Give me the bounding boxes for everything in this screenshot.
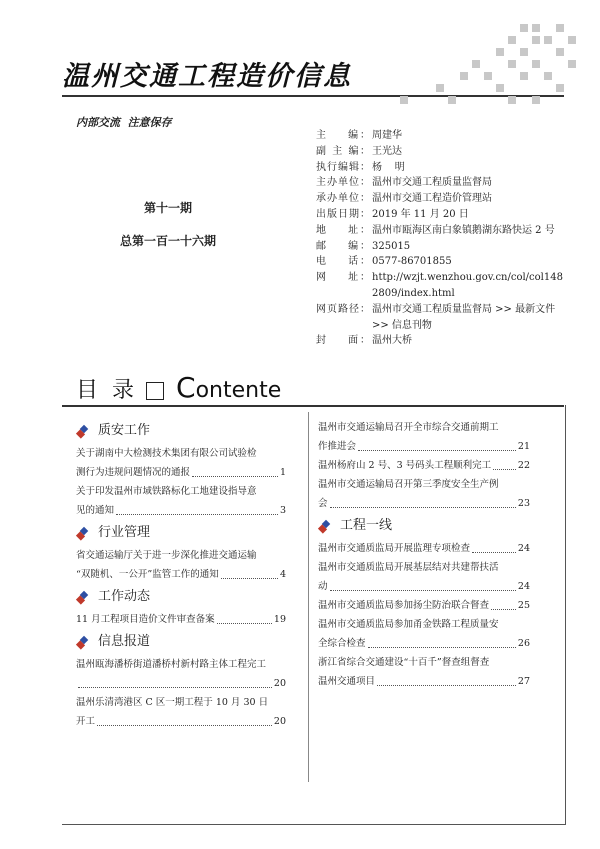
section-bullet-icon [76, 591, 90, 603]
masthead-key: 邮 编： [316, 240, 370, 252]
entry-page: 27 [517, 676, 530, 687]
entry-line [76, 501, 286, 520]
leader-dots [493, 456, 516, 470]
toc-entry[interactable] [318, 418, 530, 456]
section-title: 质安工作 [98, 423, 151, 438]
section-heading [76, 631, 286, 653]
masthead-value: 325015 [372, 240, 411, 252]
website-link[interactable]: http://wzjt.wenzhou.gov.cn/col/col1482809/index.html [372, 272, 563, 299]
section-bullet-icon [76, 527, 90, 539]
masthead-row [316, 333, 566, 349]
toc-entry[interactable] [76, 444, 286, 482]
entry-page: 22 [517, 460, 530, 471]
leader-dots [368, 634, 516, 648]
entry-line [318, 577, 530, 596]
masthead-row [316, 223, 566, 239]
leader-dots [472, 539, 516, 553]
toc-entry[interactable] [76, 693, 286, 731]
section-heading [76, 420, 286, 442]
entry-title: 见的通知 [76, 505, 115, 516]
entry-title: 动 [318, 581, 328, 592]
entry-title: 11 月工程项目造价文件审查备案 [76, 614, 215, 625]
masthead-row [316, 302, 566, 334]
masthead-row [316, 254, 566, 270]
masthead-value: 杨 明 [372, 161, 405, 173]
entry-title: 温州瓯海潘桥街道潘桥村新村路主体工程完工 [76, 659, 267, 670]
toc-left-column [76, 418, 286, 731]
toc-entry[interactable] [318, 539, 530, 558]
masthead-key: 网页路径： [316, 303, 370, 315]
toc-heading [76, 371, 281, 404]
leader-dots [78, 674, 272, 688]
entry-title: 温州市交通质监局开展监理专项检查 [318, 543, 471, 554]
entry-title: 温州市交通质监局参加甬金铁路工程质量安 [318, 619, 499, 630]
toc-entry[interactable] [76, 482, 286, 520]
entry-page: 25 [517, 600, 530, 611]
toc-title-cn: 目 录 [76, 378, 134, 403]
entry-title: 关于湖南中大检测技术集团有限公司试验检 [76, 448, 257, 459]
entry-line [318, 539, 530, 558]
entry-line [318, 596, 530, 615]
masthead-row [316, 128, 566, 144]
toc-entry[interactable] [318, 653, 530, 691]
entry-title: 作推进会 [318, 441, 357, 452]
entry-page: 24 [517, 543, 530, 554]
entry-title: 省交通运输厅关于进一步深化推进交通运输 [76, 550, 257, 561]
masthead [316, 128, 566, 349]
entry-line [76, 463, 286, 482]
masthead-key: 地 址： [316, 224, 370, 236]
masthead-key: 网 址： [316, 272, 370, 284]
toc-entry[interactable] [76, 655, 286, 693]
toc-entry[interactable] [318, 456, 530, 475]
masthead-value: 周建华 [372, 130, 402, 141]
toc-entry[interactable] [318, 596, 530, 615]
section-title: 工作动态 [98, 589, 151, 604]
toc-box-glyph [146, 382, 164, 400]
leader-dots [491, 596, 516, 610]
leader-dots [217, 610, 272, 624]
masthead-value: 王光达 [372, 145, 402, 157]
entry-title: 开工 [76, 716, 96, 727]
entry-title: 测行为违规问题情况的通报 [76, 467, 191, 478]
entry-line [318, 634, 530, 653]
masthead-row [316, 270, 566, 302]
entry-title: 温州市交通质监局参加扬尘防治联合督查 [318, 600, 490, 611]
masthead-row [316, 191, 566, 207]
section-heading [318, 515, 530, 537]
toc-entry[interactable] [318, 558, 530, 596]
entry-page: 19 [273, 614, 286, 625]
entry-page: 4 [279, 569, 286, 580]
entry-title: 温州乐清湾港区 C 区一期工程于 10 月 30 日 [76, 697, 269, 708]
leader-dots [97, 712, 272, 726]
toc-entry[interactable] [76, 610, 286, 629]
entry-title: 关于印发温州市域铁路标化工地建设指导意 [76, 486, 257, 497]
entry-line [76, 674, 286, 693]
section-heading [76, 522, 286, 544]
entry-line [318, 672, 530, 691]
entry-page: 23 [517, 498, 530, 509]
masthead-value: 温州大桥 [372, 335, 412, 347]
masthead-key: 承办单位： [316, 193, 370, 205]
entry-line [76, 610, 286, 629]
section-bullet-icon [76, 425, 90, 437]
masthead-key: 副 主 编： [316, 145, 370, 157]
entry-line [76, 712, 286, 731]
masthead-key: 执行编辑： [316, 161, 370, 173]
entry-title: 温州市交通质监局开展基层结对共建帮扶活 [318, 562, 499, 573]
entry-title: 温州杨府山 2 号、3 号码头工程顺利完工 [318, 460, 492, 471]
entry-title: “双随机、一公开”监管工作的通知 [76, 569, 219, 580]
toc-entry[interactable] [76, 546, 286, 584]
masthead-value: 温州市交通工程质量监督局 >> 最新文件 >> 信息刊物 [372, 303, 556, 331]
section-bullet-icon [318, 520, 332, 532]
toc-right-column [318, 418, 530, 691]
masthead-value: 温州市交通工程造价管理站 [372, 193, 492, 205]
entry-page: 1 [279, 467, 286, 478]
issue-number: 第十一期 [144, 201, 193, 215]
entry-title: 全综合检查 [318, 638, 366, 649]
masthead-key: 主办单位： [316, 177, 370, 189]
masthead-value: 温州市交通工程质量监督局 [372, 177, 492, 189]
masthead-row [316, 207, 566, 223]
entry-page: 20 [273, 678, 286, 689]
entry-title: 温州交通项目 [318, 676, 376, 687]
entry-page: 26 [517, 638, 530, 649]
toc-title-en [176, 371, 281, 404]
leader-dots [330, 577, 516, 591]
entry-page: 20 [273, 716, 286, 727]
leader-dots [192, 463, 278, 477]
masthead-key: 出版日期： [316, 208, 370, 220]
masthead-key: 封 面： [316, 335, 370, 347]
leader-dots [116, 501, 278, 515]
toc-entry[interactable] [318, 615, 530, 653]
section-title: 行业管理 [98, 525, 151, 540]
masthead-value: 温州市瓯海区南白象镇鹅湖东路快运 2 号 [372, 224, 555, 236]
entry-page: 3 [279, 505, 286, 516]
leader-dots [221, 565, 278, 579]
toc-title-en-rest: ontente [195, 378, 282, 403]
section-title: 信息报道 [98, 634, 151, 649]
section-bullet-icon [76, 636, 90, 648]
masthead-row [316, 239, 566, 255]
column-divider [308, 412, 309, 782]
internal-note: 内部交流 注意保存 [76, 116, 172, 129]
entry-title: 温州市交通运输局召开全市综合交通前期工 [318, 422, 499, 433]
toc-entry[interactable] [318, 475, 530, 513]
masthead-row [316, 160, 566, 176]
entry-page: 21 [517, 441, 530, 452]
masthead-row [316, 175, 566, 191]
masthead-value: 2019 年 11 月 20 日 [372, 208, 469, 220]
leader-dots [330, 494, 516, 508]
entry-line [318, 437, 530, 456]
leader-dots [377, 672, 516, 686]
masthead-key: 主 编： [316, 130, 370, 141]
total-issue-number: 总第一百一十六期 [120, 234, 217, 248]
publication-title: 温州交通工程造价信息 [62, 61, 352, 92]
entry-line [318, 456, 530, 475]
entry-page: 24 [517, 581, 530, 592]
section-heading [76, 586, 286, 608]
leader-dots [358, 437, 516, 451]
entry-line [318, 494, 530, 513]
entry-line [76, 565, 286, 584]
decorative-pattern [370, 24, 580, 114]
masthead-key: 电 话： [316, 256, 370, 268]
entry-title: 会 [318, 498, 328, 509]
toc-title-en-initial: C [176, 371, 196, 404]
section-title: 工程一线 [340, 518, 393, 533]
masthead-value: 0577-86701855 [372, 256, 452, 268]
entry-title: 温州市交通运输局召开第三季度安全生产例 [318, 479, 499, 490]
masthead-row [316, 144, 566, 160]
entry-title: 浙江省综合交通建设“十百千”督查组督查 [318, 657, 490, 668]
